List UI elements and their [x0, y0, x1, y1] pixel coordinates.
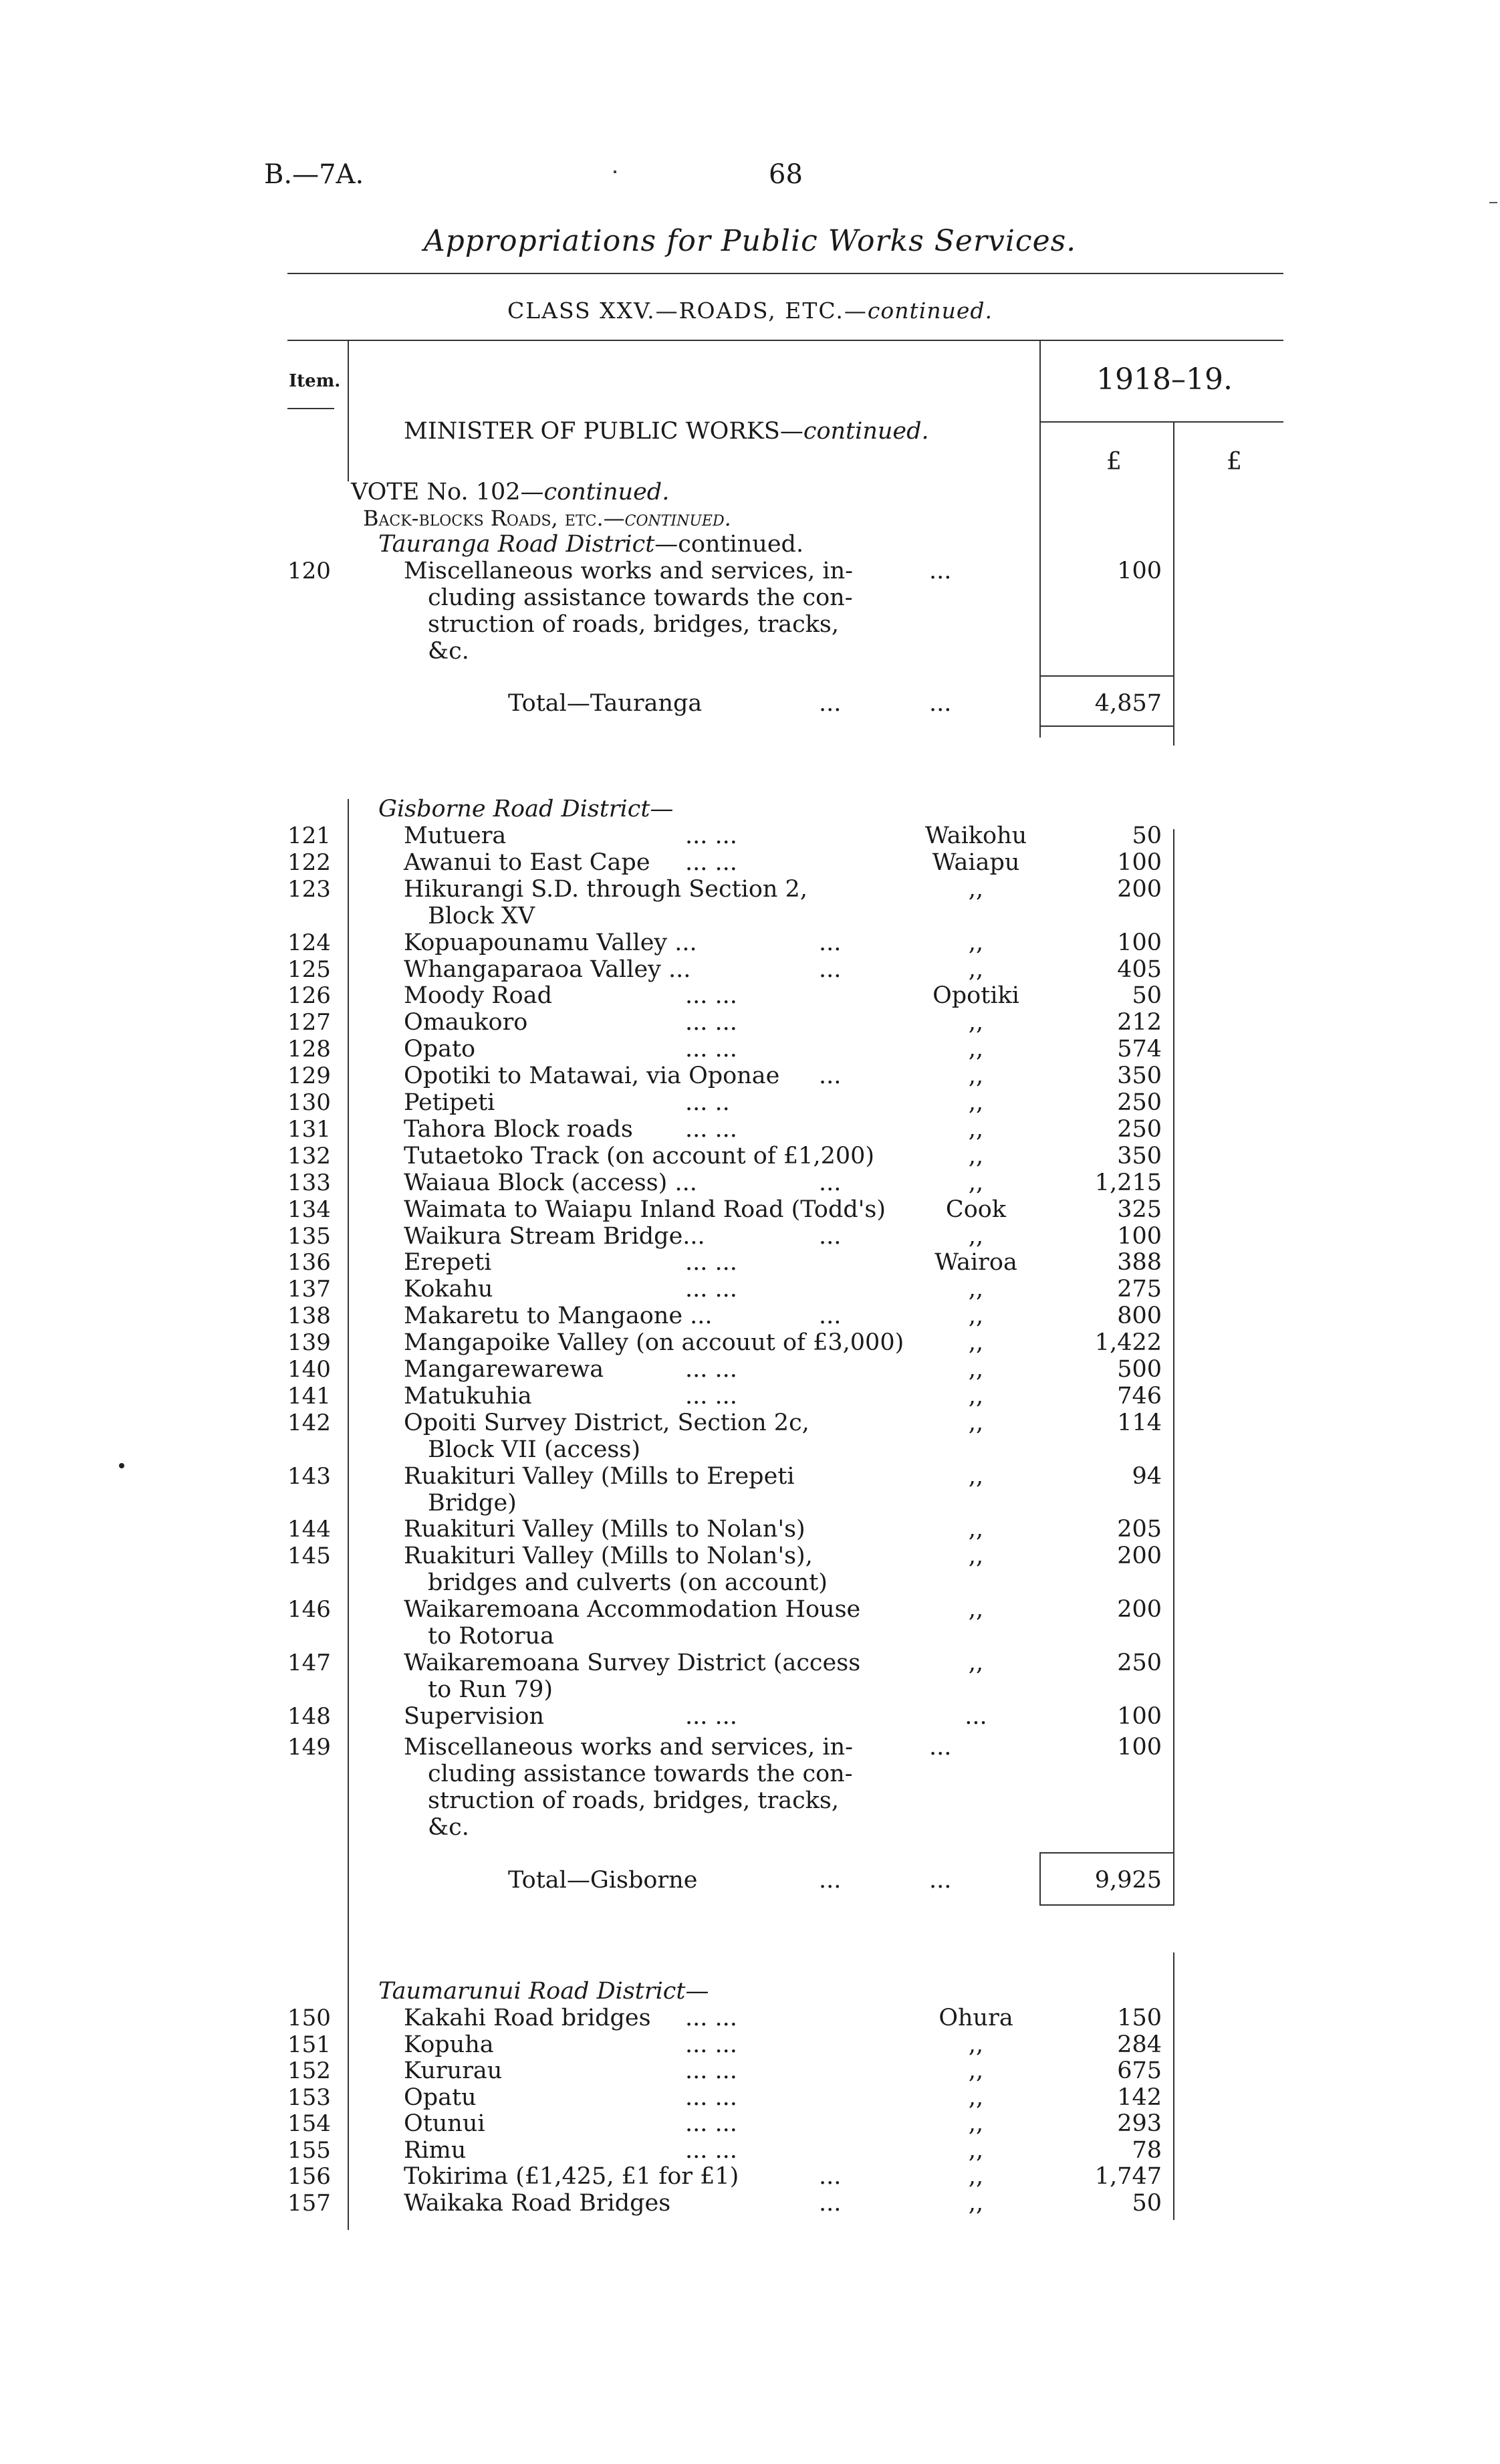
county-name: ,, [968, 2031, 984, 2058]
item-description: Ruakituri Valley (Mills to Erepeti [404, 1462, 795, 1490]
item-amount: 100 [1117, 1222, 1162, 1250]
item-amount: 350 [1117, 1142, 1162, 1169]
item-description-line: to Run 79) [428, 1676, 553, 1703]
item-number: 139 [287, 1329, 331, 1357]
county-name: ,, [968, 1543, 984, 1570]
leader-dots: ... ... [685, 2110, 737, 2137]
table-row [0, 1543, 1500, 1597]
total-rule-bottom [1039, 1904, 1173, 1906]
item-amount: 388 [1117, 1249, 1162, 1276]
item-description-line: Block VII (access) [428, 1436, 640, 1463]
page-title: Appropriations for Public Works Services. [423, 224, 1077, 258]
item-number: 135 [287, 1222, 331, 1250]
item-description: Miscellaneous works and services, in- [404, 1734, 853, 1761]
item-description: Omaukoro [404, 1009, 528, 1036]
item-amount: 94 [1132, 1462, 1162, 1490]
item-amount: 100 [1117, 849, 1162, 876]
table-row [0, 982, 1500, 1009]
item-amount: 114 [1117, 1409, 1162, 1436]
table-row [0, 1649, 1500, 1703]
table-row [0, 1383, 1500, 1410]
table-row [0, 2005, 1500, 2031]
gisborne-district-heading: Gisborne Road District— [378, 796, 674, 822]
item-number: 128 [287, 1036, 331, 1063]
item-number: 126 [287, 982, 331, 1010]
leader-dots: ... ... [685, 1249, 737, 1276]
leader-dots: ... [819, 1867, 842, 1894]
county-name: ,, [968, 1356, 984, 1383]
table-row [0, 1329, 1500, 1356]
table-row [0, 2057, 1500, 2084]
table-row [0, 1462, 1500, 1517]
table-row [0, 822, 1500, 849]
item-description-line: &c. [428, 638, 469, 665]
county-name: ,, [968, 2189, 984, 2217]
leader-dots: ... ... [685, 2031, 737, 2058]
item-amount: 293 [1117, 2110, 1162, 2137]
item-amount: 78 [1132, 2136, 1162, 2164]
item-description: Waimata to Waiapu Inland Road (Todd's) [404, 1196, 886, 1223]
item-number: 142 [287, 1409, 331, 1436]
item-amount: 800 [1117, 1303, 1162, 1330]
leader-dots: ... [819, 690, 842, 717]
item-description: Erepeti [404, 1249, 492, 1276]
pound-symbol-col2: £ [1227, 448, 1242, 475]
backblocks-heading: Back-blocks Roads, etc.—continued. [363, 506, 731, 531]
item-number: 133 [287, 1169, 331, 1196]
table-row [0, 2190, 1500, 2217]
item-number: 157 [287, 2189, 331, 2217]
year-column-header: 1918–19. [1096, 362, 1233, 397]
county-name: ,, [968, 1409, 984, 1436]
county-name: ,, [968, 1276, 984, 1303]
table-row [0, 2110, 1500, 2137]
item-description: Tokirima (£1,425, £1 for £1) [404, 2163, 739, 2190]
margin-mark [1489, 202, 1497, 203]
county-name: ,, [968, 1089, 984, 1116]
item-description: Matukuhia [404, 1382, 532, 1410]
county-name: Opotiki [932, 982, 1019, 1010]
item-description: Waikaka Road Bridges [404, 2189, 671, 2217]
item-description-line: Block XV [428, 902, 535, 929]
total-box-left [1039, 1852, 1041, 1906]
table-row [0, 1303, 1500, 1329]
county-name: ,, [968, 1115, 984, 1143]
item-amount: 500 [1117, 1356, 1162, 1383]
county-name: ,, [968, 1062, 984, 1090]
leader-dots: ... ... [685, 1036, 737, 1063]
item-description: Mutuera [404, 822, 507, 849]
item-amount: 100 [1117, 558, 1162, 584]
item-number: 123 [287, 875, 331, 903]
tauranga-total-amount: 4,857 [1094, 690, 1162, 717]
item-amount: 250 [1117, 1115, 1162, 1143]
item-number: 134 [287, 1196, 331, 1223]
tauranga-total-label: Total—Tauranga [508, 690, 703, 717]
leader-dots: ... ... [685, 1702, 737, 1730]
item-description: Moody Road [404, 982, 552, 1010]
leader-dots: ... [819, 2189, 842, 2217]
item-description: Otunui [404, 2110, 485, 2137]
item-number: 141 [287, 1382, 331, 1410]
leader-dots: ... ... [685, 2084, 737, 2111]
stray-mark [614, 171, 616, 173]
table-row [0, 1062, 1500, 1089]
item-number: 120 [287, 558, 331, 584]
item-header-rule [287, 408, 334, 409]
item-description: Tutaetoko Track (on account of £1,200) [404, 1142, 875, 1169]
item-description: Opoiti Survey District, Section 2c, [404, 1409, 809, 1436]
tauranga-district-heading: Tauranga Road District—continued. [378, 531, 804, 558]
county-name: ,, [968, 1382, 984, 1410]
item-description: Kururau [404, 2057, 503, 2084]
class-heading: CLASS XXV.—ROADS, ETC.—continued. [507, 298, 993, 324]
item-number: 125 [287, 956, 331, 983]
county-name: Waiapu [932, 849, 1020, 876]
leader-dots: ... [819, 929, 842, 956]
item-amount: 200 [1117, 1596, 1162, 1623]
table-row [0, 1276, 1500, 1303]
item-amount: 350 [1117, 1062, 1162, 1090]
item-description-line: cluding assistance towards the con- [428, 584, 853, 611]
leader-dots: ... ... [685, 1382, 737, 1410]
leader-dots: ... ... [685, 982, 737, 1010]
item-amount: 405 [1117, 956, 1162, 983]
item-description: Waikaremoana Survey District (access [404, 1649, 861, 1676]
item-number: 145 [287, 1543, 331, 1570]
vote-heading: VOTE No. 102—continued. [351, 479, 670, 506]
county-name: ,, [968, 1516, 984, 1543]
leader-dots: ... [819, 1222, 842, 1250]
taumarunui-district-heading: Taumarunui Road District— [378, 1978, 709, 2005]
year-header-rule [1039, 421, 1283, 423]
item-description: Tahora Block roads [404, 1115, 633, 1143]
item-number: 136 [287, 1249, 331, 1276]
item-number: 132 [287, 1142, 331, 1169]
leader-dots: ... ... [685, 849, 737, 876]
item-description: Whangaparaoa Valley ... [404, 956, 691, 983]
item-description: Mangarewarewa [404, 1356, 604, 1383]
county-name: ,, [968, 875, 984, 903]
item-number: 143 [287, 1462, 331, 1490]
item-number: 156 [287, 2163, 331, 2190]
county-name: ,, [968, 2163, 984, 2190]
item-number: 154 [287, 2110, 331, 2137]
table-row [0, 2084, 1500, 2111]
item-number: 148 [287, 1702, 331, 1730]
pound-symbol-col1: £ [1106, 448, 1122, 475]
item-amount: 675 [1117, 2057, 1162, 2084]
table-row [0, 1036, 1500, 1062]
item-amount: 250 [1117, 1089, 1162, 1116]
item-number: 131 [287, 1115, 331, 1143]
item-amount: 1,747 [1094, 2163, 1162, 2190]
county-name: ,, [968, 2057, 984, 2084]
amount-divider-top [1039, 340, 1041, 738]
table-row [0, 1089, 1500, 1116]
item-number: 137 [287, 1276, 331, 1303]
item-description: Waiaua Block (access) ... [404, 1169, 697, 1196]
item-description: Makaretu to Mangaone ... [404, 1303, 713, 1330]
item-column-header: Item. [289, 371, 341, 391]
item-amount: 275 [1117, 1276, 1162, 1303]
table-row [0, 1516, 1500, 1543]
leader-dots: ... [929, 1734, 952, 1761]
county-name: ,, [968, 1596, 984, 1623]
table-row [0, 1703, 1500, 1730]
leader-dots: ... [819, 2163, 842, 2190]
item-description: Opatu [404, 2084, 477, 2111]
leader-dots: ... ... [685, 2136, 737, 2164]
margin-dot [119, 1463, 124, 1468]
item-amount: 1,215 [1094, 1169, 1162, 1196]
item-description-line: struction of roads, bridges, tracks, [428, 611, 839, 638]
item-description: Ruakituri Valley (Mills to Nolan's) [404, 1516, 805, 1543]
item-amount: 50 [1132, 982, 1162, 1010]
leader-dots: ... ... [685, 1276, 737, 1303]
leader-dots: ... ... [685, 2005, 737, 2031]
county-name: ,, [968, 1462, 984, 1490]
leader-dots: ... .. [685, 1089, 730, 1116]
item-amount: 746 [1117, 1382, 1162, 1410]
county-name: Ohura [939, 2005, 1013, 2031]
table-row [0, 849, 1500, 876]
county-name: ,, [968, 2136, 984, 2164]
item-number: 153 [287, 2084, 331, 2111]
table-row [0, 875, 1500, 929]
table-row [0, 956, 1500, 983]
table-row [0, 1116, 1500, 1143]
total-rule-bottom [1039, 725, 1173, 727]
county-name: ,, [968, 1649, 984, 1676]
county-name: ,, [968, 2110, 984, 2137]
item-description: Kopuha [404, 2031, 494, 2058]
item-number: 146 [287, 1596, 331, 1623]
item-amount: 100 [1117, 929, 1162, 956]
gisborne-total-amount: 9,925 [1094, 1867, 1162, 1894]
total-rule-top [1039, 1852, 1173, 1854]
table-row [0, 1249, 1500, 1276]
item-number: 129 [287, 1062, 331, 1090]
table-row [0, 1196, 1500, 1223]
item-description: Awanui to East Cape [404, 849, 650, 876]
table-row [0, 1223, 1500, 1250]
county-name: ,, [968, 2084, 984, 2111]
item-description: Rimu [404, 2136, 467, 2164]
item-amount: 100 [1117, 1702, 1162, 1730]
item-amount: 212 [1117, 1009, 1162, 1036]
item-description: Opato [404, 1036, 476, 1063]
item-amount: 574 [1117, 1036, 1162, 1063]
item-amount: 200 [1117, 1543, 1162, 1570]
item-number: 144 [287, 1516, 331, 1543]
item-amount: 250 [1117, 1649, 1162, 1676]
item-number: 140 [287, 1356, 331, 1383]
item-description: Hikurangi S.D. through Section 2, [404, 875, 807, 903]
item-description: Ruakituri Valley (Mills to Nolan's), [404, 1543, 813, 1570]
item-number: 155 [287, 2136, 331, 2164]
item-amount: 50 [1132, 822, 1162, 849]
item-amount: 325 [1117, 1196, 1162, 1223]
item-description: Mangapoike Valley (on accouut of £3,000) [404, 1329, 904, 1357]
county-name: ... [965, 1702, 987, 1730]
document-reference: B.—7A. [264, 159, 364, 190]
item-divider-top [348, 340, 349, 481]
table-row [0, 1356, 1500, 1383]
leader-dots: ... ... [685, 1009, 737, 1036]
item-amount: 1,422 [1094, 1329, 1162, 1357]
county-name: ,, [968, 1329, 984, 1357]
total-rule-top [1039, 675, 1173, 677]
item-description: Waikura Stream Bridge... [404, 1222, 705, 1250]
gisborne-total-label: Total—Gisborne [508, 1867, 698, 1894]
table-row [0, 1169, 1500, 1196]
county-name: ,, [968, 1009, 984, 1036]
table-top-rule [287, 340, 1283, 341]
item-description: Kopuapounamu Valley ... [404, 929, 697, 956]
county-name: ,, [968, 1303, 984, 1330]
county-name: ,, [968, 1169, 984, 1196]
item-number: 124 [287, 929, 331, 956]
item-number: 121 [287, 822, 331, 849]
leader-dots: ... ... [685, 822, 737, 849]
page-number: 68 [769, 159, 803, 190]
leader-dots: ... [819, 1303, 842, 1330]
item-number: 150 [287, 2005, 331, 2031]
table-row [0, 1009, 1500, 1036]
item-amount: 284 [1117, 2031, 1162, 2058]
leader-dots: ... [929, 558, 952, 584]
table-row [0, 1143, 1500, 1169]
item-description-line: struction of roads, bridges, tracks, [428, 1787, 839, 1814]
title-rule [287, 273, 1283, 274]
table-row [0, 1596, 1500, 1650]
county-name: ,, [968, 1142, 984, 1169]
county-name: ,, [968, 929, 984, 956]
item-description: Kakahi Road bridges [404, 2005, 651, 2031]
item-amount: 200 [1117, 875, 1162, 903]
county-name: Waikohu [924, 822, 1027, 849]
leader-dots: ... [929, 690, 952, 717]
leader-dots: ... ... [685, 1356, 737, 1383]
item-amount: 100 [1117, 1734, 1162, 1761]
item-number: 130 [287, 1089, 331, 1116]
table-row [0, 2137, 1500, 2164]
leader-dots: ... [929, 1867, 952, 1894]
table-row [0, 2163, 1500, 2190]
item-description-line: Bridge) [428, 1489, 517, 1517]
county-name: ,, [968, 1036, 984, 1063]
item-amount: 142 [1117, 2084, 1162, 2111]
item-description-line: bridges and culverts (on account) [428, 1569, 828, 1597]
item-description: Petipeti [404, 1089, 495, 1116]
item-amount: 205 [1117, 1516, 1162, 1543]
leader-dots: ... ... [685, 2057, 737, 2084]
item-description: Supervision [404, 1702, 545, 1730]
table-row [0, 929, 1500, 956]
item-number: 122 [287, 849, 331, 876]
leader-dots: ... ... [685, 1115, 737, 1143]
item-description: Kokahu [404, 1276, 493, 1303]
item-number: 152 [287, 2057, 331, 2084]
county-name: Wairoa [934, 1249, 1017, 1276]
item-number: 149 [287, 1734, 331, 1761]
item-number: 127 [287, 1009, 331, 1036]
item-number: 151 [287, 2031, 331, 2058]
item-description: Miscellaneous works and services, in- [404, 558, 853, 584]
table-row [0, 2031, 1500, 2058]
item-description-line: &c. [428, 1814, 469, 1841]
item-number: 138 [287, 1303, 331, 1330]
minister-heading: MINISTER OF PUBLIC WORKS—continued. [404, 418, 929, 445]
leader-dots: ... [819, 1169, 842, 1196]
item-description: Opotiki to Matawai, via Oponae [404, 1062, 780, 1090]
item-amount: 150 [1117, 2005, 1162, 2031]
county-name: ,, [968, 1222, 984, 1250]
county-name: Cook [945, 1196, 1007, 1223]
leader-dots: ... [819, 956, 842, 983]
item-description-line: to Rotorua [428, 1623, 554, 1650]
item-number: 147 [287, 1649, 331, 1676]
item-description-line: cluding assistance towards the con- [428, 1761, 853, 1787]
table-row [0, 1409, 1500, 1463]
leader-dots: ... [819, 1062, 842, 1090]
item-description: Waikaremoana Accommodation House [404, 1596, 861, 1623]
amount-col-divider-top [1173, 421, 1174, 746]
item-amount: 50 [1132, 2189, 1162, 2217]
county-name: ,, [968, 956, 984, 983]
